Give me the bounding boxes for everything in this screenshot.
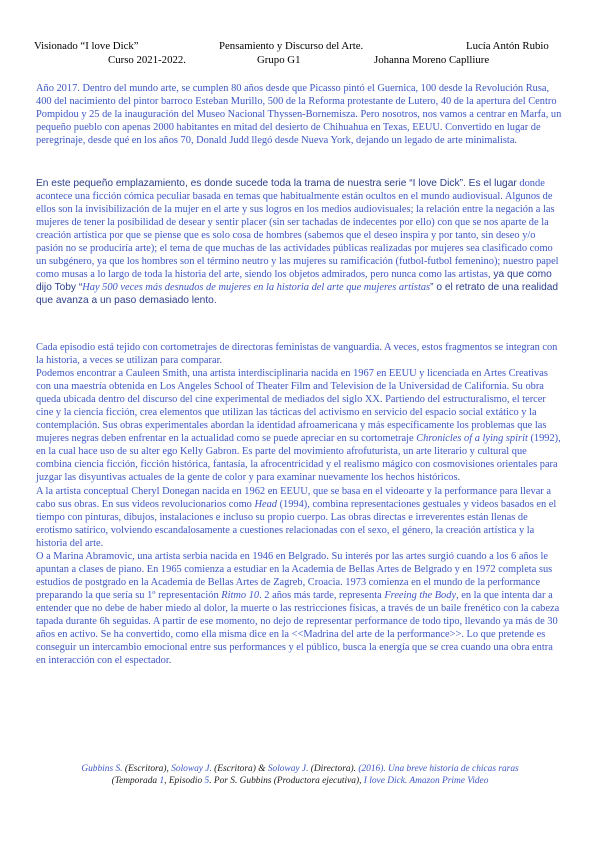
work-title: Freeing the Body bbox=[384, 589, 457, 601]
text-run: (1992), en la cual hace uso de su alter ego Kelly Gabron. Es parte del movimiento afrofuturista, un arte literario y cultural que combina ciencia ficción, ficción histórica, fantasía, la afrocentricidad y el realismo mágico con cosmovisiones orientales para juzgar las disyuntivas actuales de la gente de color y para examinar nuevamente los hechos históricos. bbox=[36, 433, 561, 484]
paragraph-text bbox=[36, 550, 563, 667]
citation-part: (2016) bbox=[358, 764, 384, 774]
citation-part: . Una breve historia de chicas raras bbox=[383, 764, 519, 774]
quote-end: ” o el retrato de una realidad que avanza a un paso demasiado lento. bbox=[36, 282, 559, 307]
citation-part: . Por S. Gubbins bbox=[209, 776, 274, 786]
subject-name: Pensamiento y Discurso del Arte. bbox=[219, 40, 364, 52]
citation-part: Gubbins S. bbox=[81, 764, 123, 774]
text-run: . 2 años más tarde, representa bbox=[259, 589, 385, 601]
paragraph bbox=[36, 82, 563, 147]
citation-part: (Escritora), bbox=[122, 764, 172, 774]
quote-text: Hay 500 veces más desnudos de mujeres en la historia del arte que mujeres artistas bbox=[82, 282, 431, 294]
citation-part: 5 bbox=[204, 776, 210, 786]
text-run: , en la que intenta dar a entender que no debe de haber miedo al dolor, la muerte o las restricciones físicas, a través de un baile frenético con la cabeza tapada durante 6h seguidas. A partir de ese momento, no dejo de representar performance de todo tipo, llevando ya más de 30 años en activo. Se ha convertido, como ella misma dice en la <<Madrina del arte de la performance>>. Lo que pretende es conseguir un intercambio emocional entre sus performances y el público, busca la energía que se crea cuando una obra entra en interacción con el espectador. bbox=[36, 589, 560, 667]
highlighted-sentence: En este pequeño emplazamiento, es donde sucede toda la trama de nuestra serie “I love Dick”. Es el lugar bbox=[36, 178, 517, 189]
citation-part: (Temporada bbox=[111, 776, 160, 786]
citation-part: Soloway J. bbox=[267, 764, 309, 774]
quote-intro: ya que como dijo Toby “ bbox=[36, 269, 552, 294]
paragraph bbox=[36, 341, 563, 667]
author-name: Lucía Antón Rubio bbox=[466, 40, 549, 52]
citation-footer bbox=[60, 763, 540, 787]
citation-part: (Directora). bbox=[308, 764, 359, 774]
work-title: Chronicles of a lying spirit bbox=[416, 433, 528, 445]
citation-part: I love Dick. Amazon Prime Video bbox=[363, 776, 489, 786]
citation-part: (Escritora) & bbox=[211, 764, 268, 774]
citation-part: (Productora ejecutiva), bbox=[273, 776, 364, 786]
text-run: O a Marina Abramovic, una artista serbia nacida en 1946 en Belgrado. Su interés por las artes surgió cuando a los 6 años le apuntan a clases de piano. En 1965 comienza a estudiar en la Academia de Bellas Artes de Belgrado y en 1972 completa sus estudios de postgrado en la Academia de Bellas Artes de Zagreb, Croacia. 1973 comienza en el mundo de la performance preparando la que sería su 1º representación bbox=[36, 550, 553, 601]
citation-part: 1 bbox=[159, 776, 165, 786]
paragraph bbox=[36, 177, 563, 307]
paragraph-text: Año 2017. Dentro del mundo arte, se cumplen 80 años desde que Picasso pintó el Guernica, 100 desde la Revolución Rusa, 400 del nacimiento del pintor barroco Esteban Murillo, 500 de la Reforma protestante de Lutero, 40 de la apertura del Centro Pompidou y 25 de la inauguración del Museo Nacional Thyssen-Bornemisza. Pero nosotros, nos vamos a centrar en Marfa, un pequeño pueblo con apenas 2000 habitantes en mitad del desierto de Chihuahua en Texas, EEUU. Convertido en lugar de peregrinaje, desde qué en los años 70, Donald Judd llegó desde Nueva York, dejando un legado de arte minimalista. bbox=[36, 83, 562, 147]
paragraph-text bbox=[36, 485, 563, 550]
work-title: Head bbox=[254, 498, 277, 510]
text-run: A la artista conceptual Cheryl Donegan nacida en 1962 en EEUU, que se basa en el videoarte y la performance para llevar a cabo sus obras. En sus videos revolucionarios como bbox=[36, 485, 551, 510]
course-year: Curso 2021-2022. bbox=[108, 54, 186, 66]
author-name: Johanna Moreno Caplliure bbox=[374, 54, 490, 66]
paragraph-text bbox=[36, 367, 563, 484]
paragraph-body: donde acontece una ficción cómica peculiar basada en temas que habitualmente están ocultos en el mundo audiovisual. Algunos de ellos son la invisibilización de la mujer en el arte y sus logros en los medios audiovisuales; la relación entre la negación a las mujeres de tener la posibilidad de desear y sentir placer (sin ser tachadas de indecentes por ello) con que se nos aparte de la creación artística por que se piense que es solo cosa de hombres (sabemos que el deseo inspira y por tanto, sin deseo y/o pasión no se produciría arte); el tema de que muchas de las actividades públicas realizadas por mujeres sea clasificado como un subgénero, ya que los hombres son el término neutro y las mujeres su ramificación (futbol-futbol femenino); nuestro papel como musas a lo largo de toda la historia del arte, siendo los objetos admirados, pero nunca como las artistas, bbox=[36, 178, 559, 281]
text-run: (1994), combina representaciones gestuales y videos basados en el tiempo con pinturas, dibujos, instalaciones e incluso su propio cuerpo. Las obras directas e irreverentes están llenas de erotismo satírico, volviendo escandalosamente a cuestiones relacionadas con el sexo, el género, la creación artística y la historia del arte. bbox=[36, 498, 557, 549]
paragraph-text bbox=[36, 177, 563, 307]
doc-title: Visionado “I love Dick” bbox=[34, 40, 139, 52]
paragraph-text: Cada episodio está tejido con cortometrajes de directoras feministas de vanguardia. A veces, estos fragmentos se integran con la historia, a veces se utilizan para comparar. bbox=[36, 342, 558, 367]
citation-part: Soloway J. bbox=[171, 764, 212, 774]
text-run: Podemos encontrar a Cauleen Smith, una artista interdisciplinaria nacida en 1967 en EEUU y licenciada en Artes Creativas con una maestría obtenida en Los Angeles School of Theater Film and Television de la Universidad de California. Su obra queda ubicada dentro del discurso del cine experimental de mediados del siglo XX. Partiendo del estructuralismo, el tercer cine y la ciencia ficción, crea elementos que utilizan las tácticas del activismo en servicio del espacio social extático y la contemplación. Sus obras experimentales abordan la identidad afroamericana y más específicamente los problemas que las mujeres negras deben enfrentar en la actualidad como se puede apreciar en su cortometraje bbox=[36, 368, 548, 445]
citation-part: , Episodio bbox=[164, 776, 205, 786]
group-name: Grupo G1 bbox=[257, 54, 301, 66]
work-title: Ritmo 10 bbox=[221, 589, 260, 601]
